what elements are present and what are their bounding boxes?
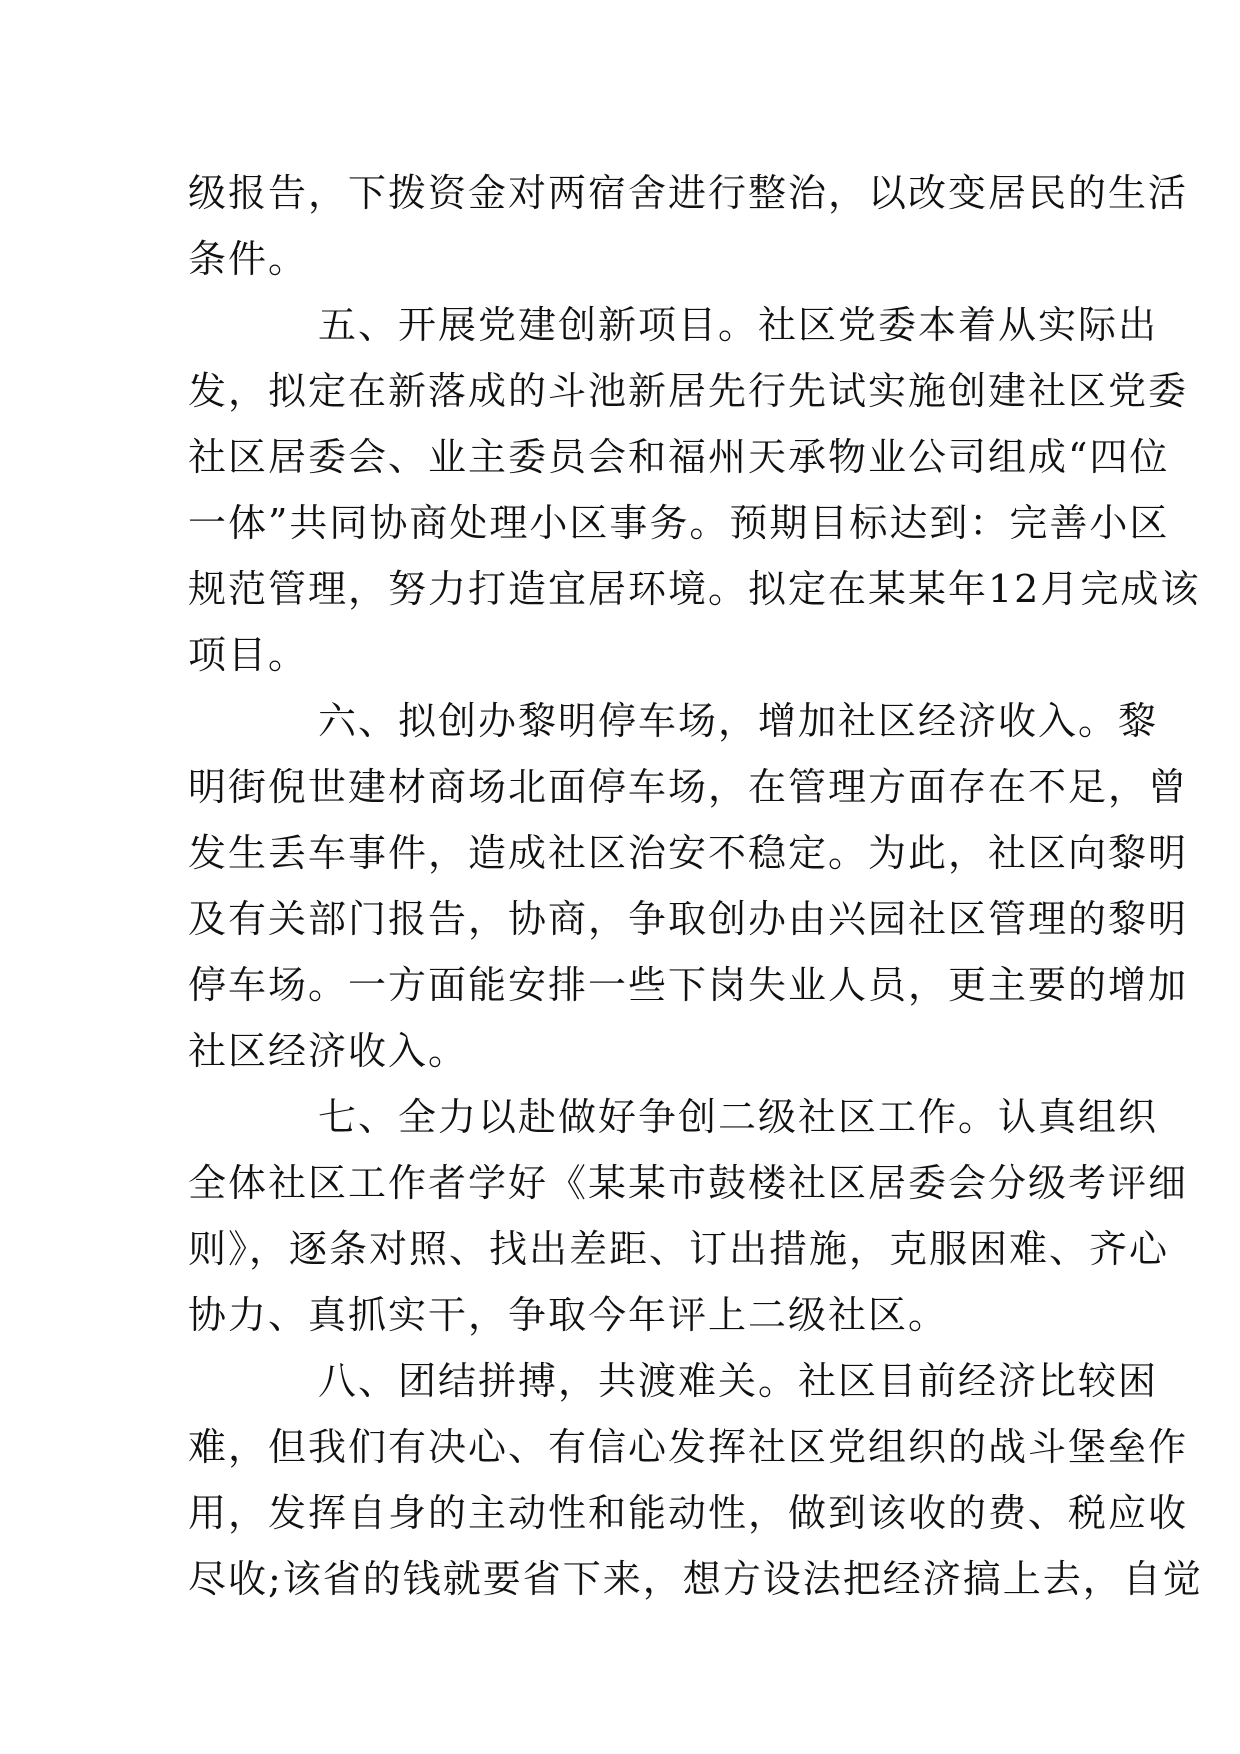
text-line: 发，拟定在新落成的斗池新居先行先试实施创建社区党委	[188, 369, 1189, 413]
section-seven-heading-line: 七、全力以赴做好争创二级社区工作。认真组织	[318, 1095, 1159, 1139]
text-line: 难，但我们有决心、有信心发挥社区党组织的战斗堡垒作	[188, 1425, 1189, 1469]
text-line: 一体”共同协商处理小区事务。预期目标达到：完善小区	[188, 501, 1170, 545]
text-line: 条件。	[188, 237, 309, 281]
text-line: 社区经济收入。	[188, 1029, 469, 1073]
text-line: 尽收;该省的钱就要省下来，想方设法把经济搞上去，自觉	[188, 1557, 1203, 1601]
text-line: 全体社区工作者学好《某某市鼓楼社区居委会分级考评细	[188, 1161, 1189, 1205]
text-line: 及有关部门报告，协商，争取创办由兴园社区管理的黎明	[188, 897, 1189, 941]
text-line: 明街倪世建材商场北面停车场，在管理方面存在不足，曾	[188, 765, 1189, 809]
text-line: 社区居委会、业主委员会和福州天承物业公司组成“四位	[188, 435, 1170, 479]
text-line: 级报告，下拨资金对两宿舍进行整治，以改变居民的生活	[188, 171, 1189, 215]
text-line: 则》，逐条对照、找出差距、订出措施，克服困难、齐心	[188, 1227, 1170, 1271]
text-line: 发生丢车事件，造成社区治安不稳定。为此，社区向黎明	[188, 831, 1189, 875]
section-six-heading-line: 六、拟创办黎明停车场，增加社区经济收入。黎	[318, 699, 1159, 743]
text-line: 停车场。一方面能安排一些下岗失业人员，更主要的增加	[188, 963, 1189, 1007]
document-body	[188, 160, 1203, 1612]
text-line: 用，发挥自身的主动性和能动性，做到该收的费、税应收	[188, 1491, 1189, 1535]
text-line: 协力、真抓实干，争取今年评上二级社区。	[188, 1293, 949, 1337]
text-line: 规范管理，努力打造宜居环境。拟定在某某年12月完成该	[188, 567, 1201, 611]
section-eight-heading-line: 八、团结拼搏，共渡难关。社区目前经济比较困	[318, 1359, 1159, 1403]
section-five-heading-line: 五、开展党建创新项目。社区党委本着从实际出	[318, 303, 1159, 347]
text-line: 项目。	[188, 633, 309, 677]
